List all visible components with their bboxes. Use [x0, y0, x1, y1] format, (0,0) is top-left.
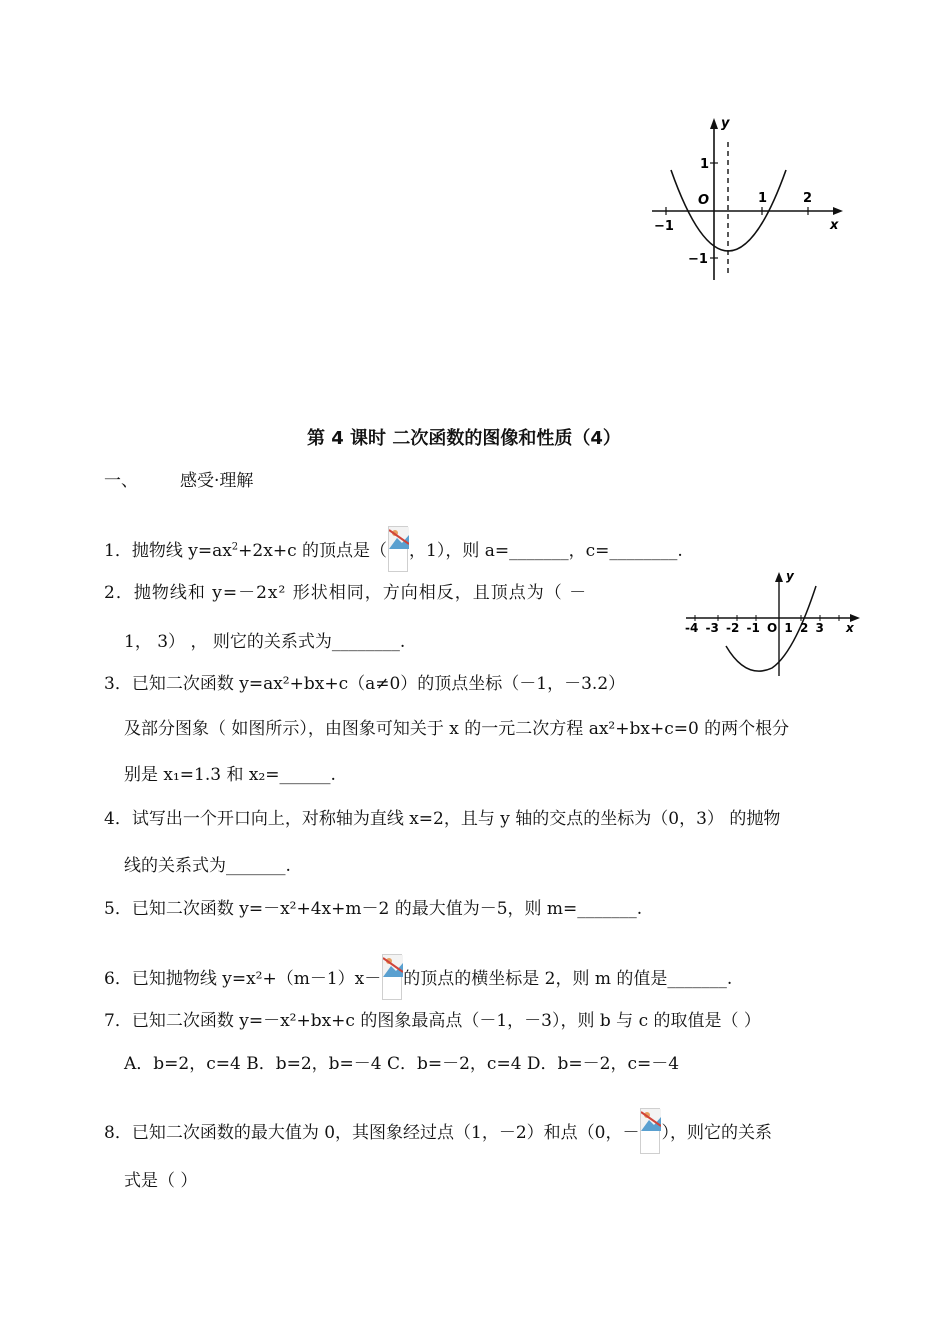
question-7-options: A．b=2，c=4 B．b=2，b=－4 C．b=－2，c=4 D．b=－2，c=－4	[124, 1054, 680, 1074]
tick-label-x-1: 1	[758, 191, 768, 206]
tick-label-y-1: 1	[700, 157, 710, 172]
question-4-line-1: 4．试写出一个开口向上，对称轴为直线 x=2，且与 y 轴的交点的坐标为（0，3） 的抛物	[104, 809, 781, 829]
x-axis-label: x	[830, 218, 839, 233]
q1-text-a: 1．抛物线 y=ax	[104, 541, 232, 561]
q1-text-c: ，1），则 a=_______，c=________.	[409, 541, 683, 561]
q8-text-b: ），则它的关系	[661, 1123, 772, 1143]
x-axis-arrow	[833, 207, 843, 215]
x-axis-label: x	[846, 621, 854, 635]
question-3-line-2: 及部分图象（ 如图所示），由图象可知关于 x 的一元二次方程 ax²+bx+c=0 的两个根分	[124, 719, 790, 739]
tick-labels: -4 -3 -2 -1 O 1 2 3	[685, 621, 824, 635]
broken-image-icon	[382, 954, 402, 1000]
question-3-line-3: 别是 x₁=1.3 和 x₂=______.	[124, 765, 336, 785]
broken-image-icon	[388, 526, 408, 572]
question-2-line-2: 1， 3） ， 则它的关系式为________.	[124, 632, 406, 652]
question-7-line-1: 7．已知二次函数 y=－x²+bx+c 的图象最高点（－1，－3），则 b 与 c 的取值是（ ）	[104, 1011, 761, 1031]
section-heading: 感受·理解	[180, 471, 254, 491]
q6-text-a: 6．已知抛物线 y=x²+（m－1）x－	[104, 969, 382, 989]
y-axis-label: y	[721, 116, 730, 131]
y-axis-arrow	[775, 572, 783, 582]
question-8-line-1	[104, 1108, 772, 1154]
y-axis-arrow	[710, 118, 718, 129]
y-axis-label: y	[786, 569, 794, 583]
tick-label-x-2: 2	[803, 191, 813, 206]
lesson-title: 第 4 课时 二次函数的图像和性质（4）	[307, 428, 621, 449]
section-number: 一、	[104, 471, 138, 491]
tick-label-x-neg1: −1	[654, 219, 674, 234]
origin-label: O	[698, 193, 710, 208]
tick-label-y-neg1: −1	[688, 252, 708, 267]
question-5: 5．已知二次函数 y=－x²+4x+m－2 的最大值为－5，则 m=_______.	[104, 899, 643, 919]
q1-text-b: +2x+c 的顶点是（	[238, 541, 387, 561]
parabola-graph-2	[684, 568, 866, 680]
q6-text-b: 的顶点的横坐标是 2，则 m 的值是_______.	[403, 969, 733, 989]
broken-image-icon	[640, 1108, 660, 1154]
question-3-line-1: 3．已知二次函数 y=ax²+bx+c（a≠0）的顶点坐标（－1，－3.2）	[104, 674, 626, 694]
q8-text-a: 8．已知二次函数的最大值为 0，其图象经过点（1，－2）和点（0，－	[104, 1123, 640, 1143]
question-2-line-1: 2．抛物线和 y=－2x² 形状相同，方向相反，且顶点为（ －	[104, 583, 588, 603]
question-4-line-2: 线的关系式为_______.	[124, 856, 291, 876]
parabola-graph-1	[648, 112, 848, 287]
question-8-line-2: 式是（ ）	[124, 1171, 198, 1191]
question-1: 1．抛物线 $y=ax^2+2x+c$ 的顶点是（ ，1），则 a=_______，c=________.	[104, 526, 683, 572]
question-6	[104, 954, 732, 1000]
